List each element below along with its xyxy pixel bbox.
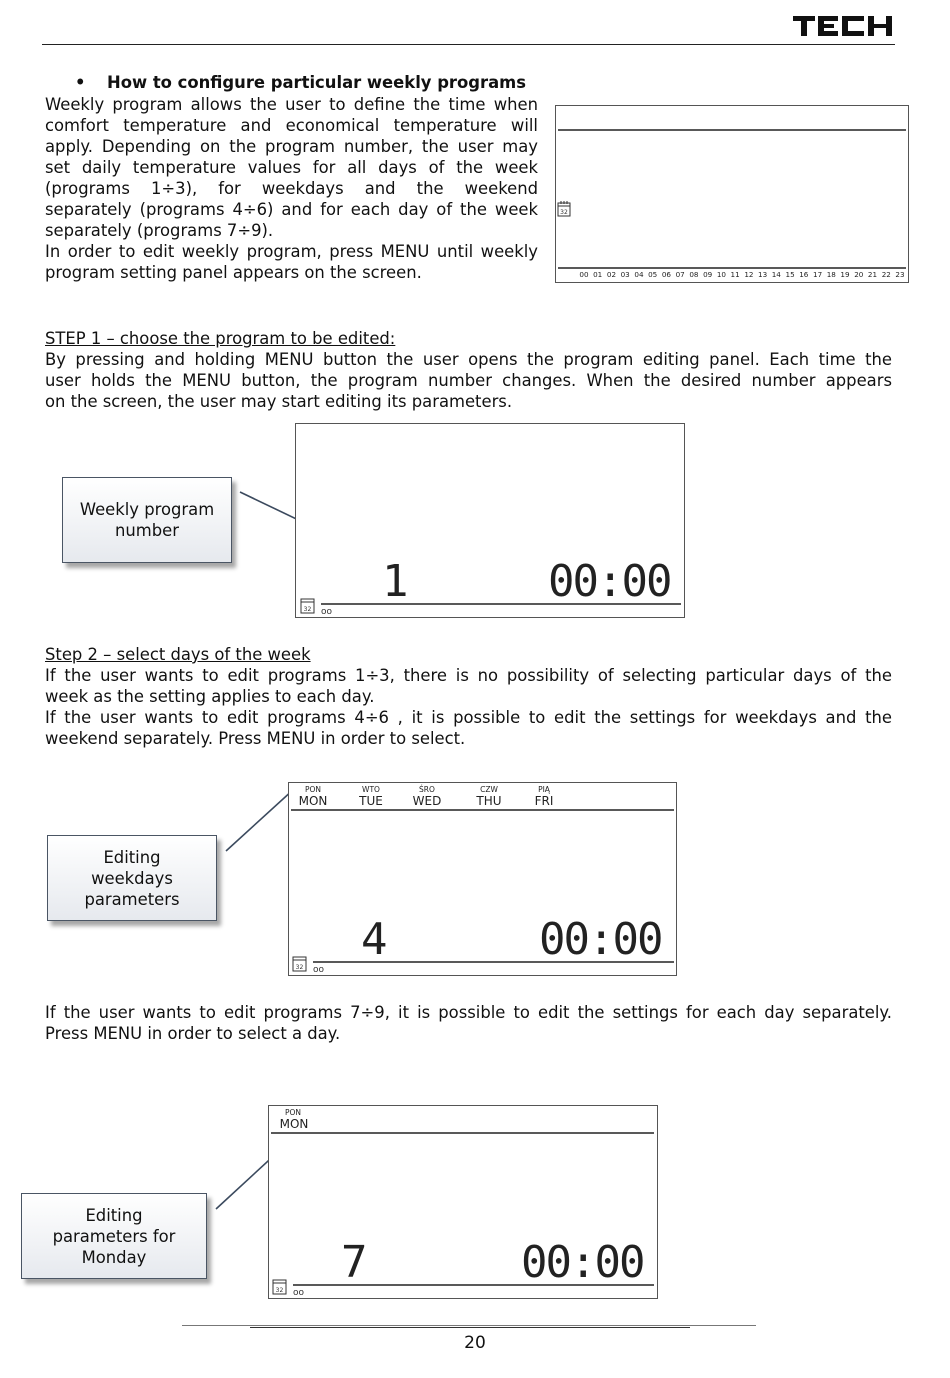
hour-label: 16 [799, 270, 809, 279]
step1-line: on the screen, the user may start editing its parameters. [45, 392, 513, 411]
hour-label: 10 [716, 270, 726, 279]
hour-label: 11 [730, 270, 740, 279]
hour-label: 06 [661, 270, 671, 279]
lcd-step3-display [268, 1105, 658, 1299]
hour-scale [579, 270, 904, 279]
clock-time: 00:00 [521, 1237, 644, 1288]
section-title: How to configure particular weekly programs [107, 73, 526, 92]
intro-line: separately (programs 7÷9). [45, 221, 274, 240]
footer-rule [250, 1327, 690, 1328]
step3-line: Press MENU in order to select a day. [45, 1024, 341, 1043]
step3-line: If the user wants to edit programs 7÷9, it is possible to edit the settings for each day separately. [45, 1003, 892, 1022]
hour-label: 13 [758, 270, 768, 279]
page-number: 20 [464, 1333, 486, 1353]
hour-label: 21 [867, 270, 878, 279]
callout-line: Editing [85, 1205, 143, 1225]
step2-line: week as the setting applies to each day. [45, 687, 375, 706]
hour-label: 00 [579, 270, 589, 279]
callout-line: Monday [81, 1247, 147, 1267]
clock-time: 00:00 [539, 914, 662, 965]
callout-line: number [115, 521, 179, 540]
calendar-icon [273, 1280, 286, 1294]
calendar-number: 32 [303, 606, 312, 613]
hour-label: 05 [648, 270, 658, 279]
step2-line: weekend separately. Press MENU in order to select. [45, 729, 466, 748]
calendar-icon [293, 957, 306, 971]
callout-editing-monday [21, 1193, 207, 1279]
intro-paragraph [45, 94, 538, 283]
day-pl: WTO [362, 785, 380, 794]
callout-line: parameters for [52, 1226, 176, 1246]
small-label: oo [313, 965, 325, 974]
day-en: THU [476, 794, 502, 808]
callout-line: Editing [103, 847, 161, 867]
step2-paragraph [45, 665, 892, 749]
hour-label: 20 [854, 270, 864, 279]
step2-line: If the user wants to edit programs 1÷3, there is no possibility of selecting particular days of the [45, 666, 892, 685]
step2-title: Step 2 – select days of the week [45, 645, 311, 664]
clock-time: 00:00 [548, 556, 671, 607]
calendar-icon [301, 599, 314, 613]
step1-line: By pressing and holding MENU button the user opens the program editing panel. Each time the [45, 350, 892, 369]
day-en: TUE [359, 794, 383, 808]
calendar-number: 32 [295, 964, 304, 971]
lcd-step2-display [288, 782, 677, 976]
day-pl: CZW [480, 785, 498, 794]
intro-line: In order to edit weekly program, press MENU until weekly [45, 242, 538, 261]
step1-line: user holds the MENU button, the program number changes. When the desired number appears [45, 371, 892, 390]
callout-line: weekdays [91, 868, 173, 888]
hour-label: 02 [606, 270, 617, 279]
intro-line: comfort temperature and economical temperature will [45, 116, 538, 135]
day-en: WED [412, 794, 442, 808]
day-labels [299, 785, 554, 808]
hour-label: 01 [593, 270, 603, 279]
small-label: oo [293, 1288, 305, 1297]
intro-line: (programs 1÷3), for weekdays and the weekend [45, 179, 538, 198]
hour-label: 12 [744, 270, 754, 279]
callout-line: parameters [84, 889, 180, 909]
step1-paragraph [45, 349, 892, 412]
day-en: FRI [534, 794, 554, 808]
day-en: MON [279, 1117, 309, 1131]
calendar-number: 32 [560, 209, 568, 216]
bullet: • [75, 73, 86, 92]
day-pl: ŚRO [419, 785, 435, 794]
program-number: 1 [382, 556, 409, 607]
intro-line: set daily temperature values for all days of the week [45, 158, 538, 177]
callout-weekly-program-number [62, 477, 232, 563]
day-pl: PON [284, 1108, 302, 1117]
program-number: 7 [341, 1237, 368, 1288]
lcd-overview-display [555, 105, 909, 283]
hour-label: 14 [771, 270, 781, 279]
hour-label: 03 [620, 270, 630, 279]
hour-label: 08 [689, 270, 699, 279]
hour-label: 04 [634, 270, 644, 279]
hour-label: 19 [840, 270, 850, 279]
hour-label: 23 [895, 270, 905, 279]
hour-label: 15 [785, 270, 795, 279]
lcd-step1-display [295, 423, 685, 618]
calendar-icon [558, 201, 570, 216]
day-pl: PIĄ [538, 785, 550, 794]
day-en: MON [298, 794, 328, 808]
intro-line: Weekly program allows the user to define the time when [45, 95, 538, 114]
step3-paragraph [45, 1002, 892, 1044]
hour-label: 17 [813, 270, 823, 279]
callout-editing-weekdays [47, 835, 217, 921]
small-label: oo [321, 607, 333, 616]
intro-line: separately (programs 4÷6) and for each day of the week [45, 200, 538, 219]
tech-logo [793, 14, 893, 40]
callout-line: Weekly program [79, 500, 215, 519]
intro-line: apply. Depending on the program number, the user may [45, 137, 538, 156]
footer-rule [182, 1325, 756, 1326]
program-number: 4 [361, 914, 388, 965]
hour-label: 07 [675, 270, 685, 279]
header-rule [42, 44, 895, 45]
step1-title: STEP 1 – choose the program to be edited: [45, 329, 396, 348]
calendar-number: 32 [275, 1287, 284, 1294]
section-heading [45, 72, 526, 93]
intro-line: program setting panel appears on the screen. [45, 263, 422, 282]
day-pl: PON [304, 785, 322, 794]
hour-label: 22 [881, 270, 891, 279]
hour-label: 18 [826, 270, 836, 279]
hour-label: 09 [703, 270, 713, 279]
step2-line: If the user wants to edit programs 4÷6 , it is possible to edit the settings for weekdays and the [45, 708, 892, 727]
